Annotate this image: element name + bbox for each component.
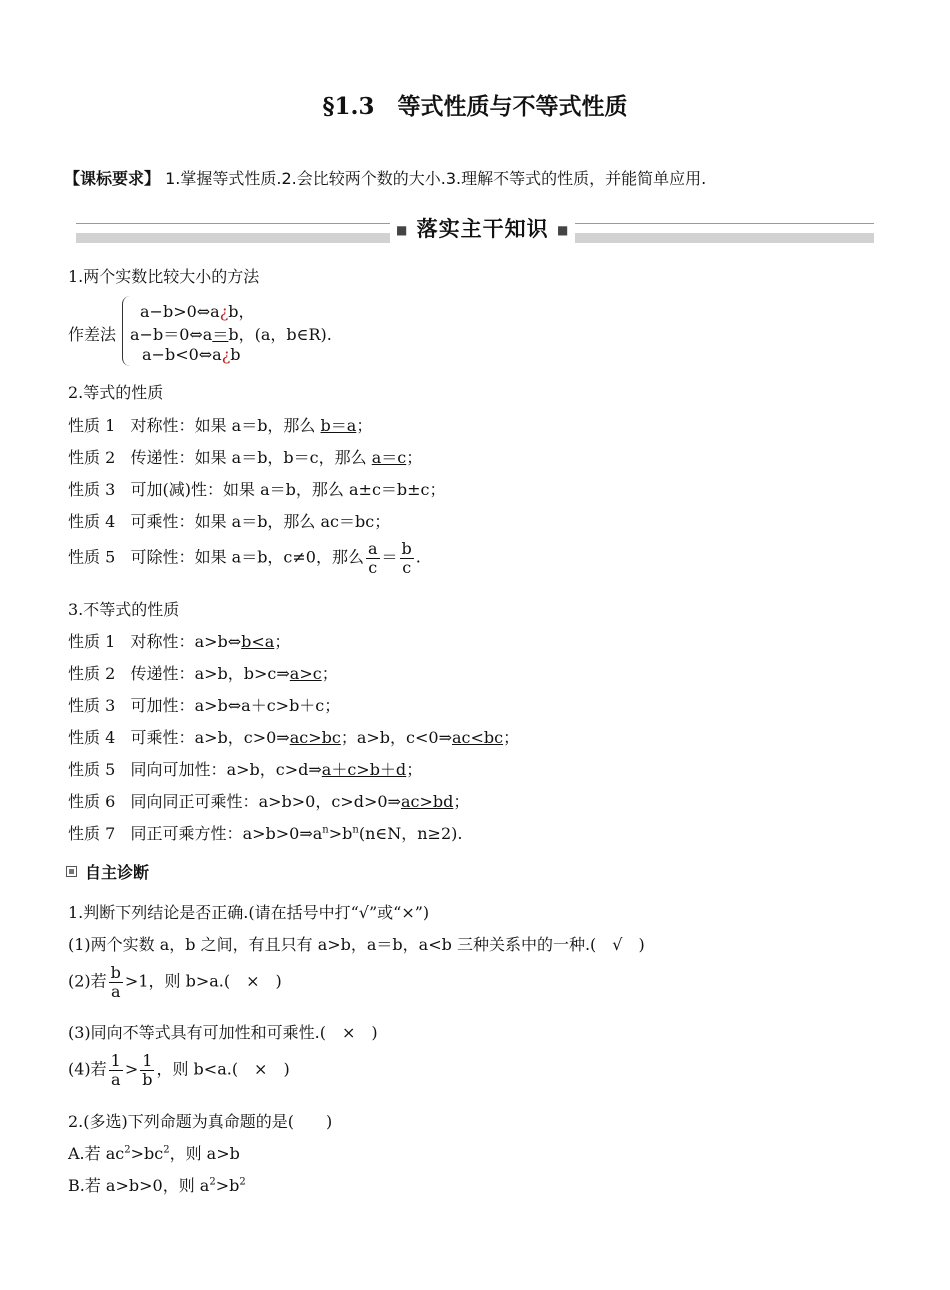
ineq-property-2: 性质 2 传递性：a>b，b>c⇒a>c； [68,664,338,683]
banner-text: 落实主干知识 [416,217,549,241]
ineq-property-4: 性质 4 可乘性：a>b，c>0⇒ac>bc；a>b，c<0⇒ac<bc； [68,728,520,747]
ineq-property-3: 性质 3 可加性：a>b⇔a＋c>b＋c； [68,696,341,715]
curriculum-requirements [64,166,706,189]
self-diagnosis-heading: 自主诊断 [66,860,149,883]
ineq-property-7: 性质 7 同正可乘方性：$a>b>0\Rightarrow a^n>b^n(n\in N$，n≥2). [68,824,463,843]
eq-property-1: 性质 1 对称性：如果 a＝b，那么 b＝a； [68,416,373,435]
method-label: 作差法 [68,325,117,344]
fraction: $\frac{b}{a}$ [110,963,121,1001]
compare-row-1: a−b>0⇔a¿b， [140,302,255,321]
ineq-property-1: 性质 1 对称性：a>b⇔b<a； [68,632,291,651]
eq-property-3: 性质 3 可加(减)性：如果 a＝b，那么 a±c＝b±c； [68,480,446,499]
statement-1: (1)两个实数 a，b 之间，有且只有 a>b，a＝b，a<b 三种关系中的一种.( √ ) [68,935,645,954]
s1-heading: 1.两个实数比较大小的方法 [68,267,260,286]
compare-row-2: a−b＝0⇔a＝b，(a，b∈R). [130,325,332,344]
statement-3: (3)同向不等式具有可加性和可乘性.( × ) [68,1023,378,1042]
requirements-text: 1.掌握等式性质.2.会比较两个数的大小.3.理解不等式的性质，并能简单应用. [165,169,707,188]
statement-2: (2)若 $\frac{b}{a}$ >1，则 b>a.( × ) [68,963,282,1001]
section-marker-icon [66,866,77,877]
question-1: 1.判断下列结论是否正确.(请在括号中打“√”或“×”) [68,903,430,922]
s3-heading: 3.不等式的性质 [68,600,180,619]
statement-4: (4)若 $\frac{1}{a}$ > $\frac{1}{b}$ ，则 b<a.( × ) [68,1051,290,1089]
eq-property-2: 性质 2 传递性：如果 a＝b，b＝c，那么 a＝c； [68,448,423,467]
compare-row-3: a−b<0⇔a¿b [142,345,241,364]
eq-property-5: 性质 5 可除性：如果 a＝b，c≠0，那么 $\frac{a}{c}$ ＝ $\frac{b}{c}$ . [68,539,421,577]
eq-property-4: 性质 4 可乘性：如果 a＝b，那么 ac＝bc； [68,512,391,531]
s2-heading: 2.等式的性质 [68,383,164,402]
option-b: B.若 a>b>0，则 $a^2>b^2$ [68,1176,246,1195]
page-title: §1.3 等式性质与不等式性质 [322,93,628,120]
question-2: 2.(多选)下列命题为真命题的是( ) [68,1112,333,1131]
ineq-property-6: 性质 6 同向同正可乘性：a>b>0，c>d>0⇒ac>bd； [68,792,470,811]
dot-icon: ■ [556,223,570,237]
requirements-label: 【课标要求】 [64,169,161,188]
fraction: $\frac{a}{c}$ [367,539,378,577]
fraction: $\frac{1}{b}$ [142,1051,153,1089]
fraction: $\frac{b}{c}$ [401,539,412,577]
fraction: $\frac{1}{a}$ [110,1051,121,1089]
ineq-property-5: 性质 5 同向可加性：a>b，c>d⇒a＋c>b＋d； [68,760,423,779]
banner-label [390,213,575,243]
option-a: A.若 $ac^2>bc^2$，则 a>b [68,1144,240,1163]
section-banner [76,213,874,243]
dot-icon: ■ [396,223,409,237]
